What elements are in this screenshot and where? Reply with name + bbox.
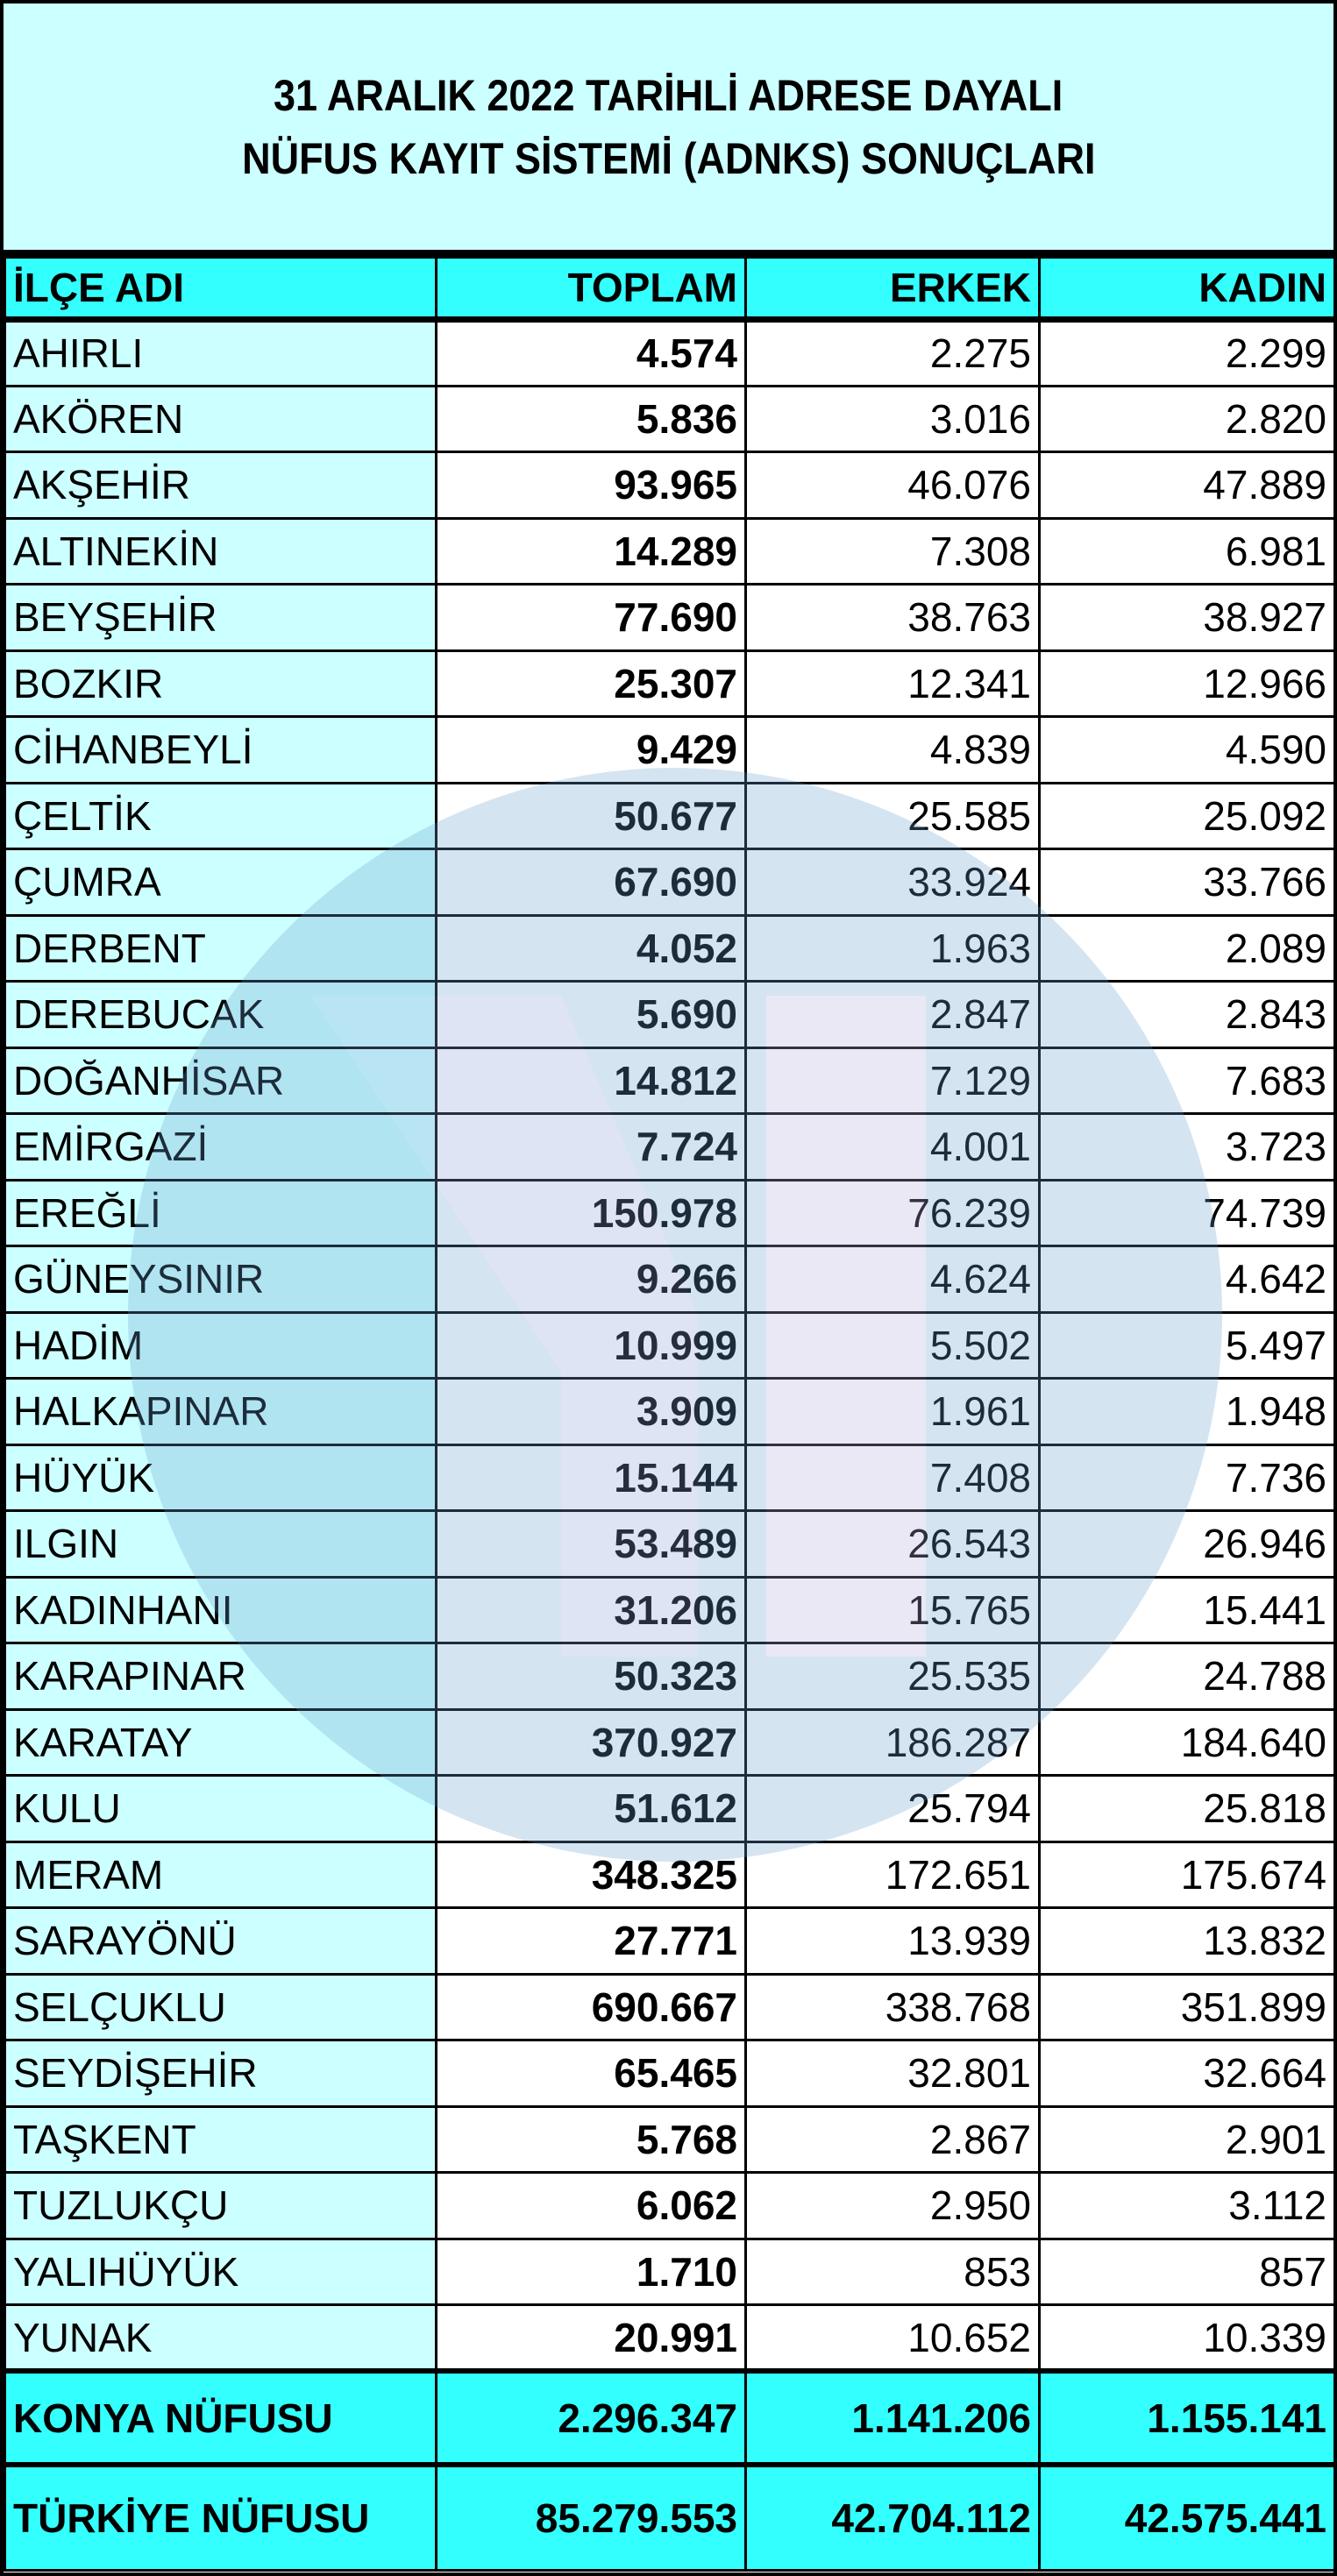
table-row bbox=[5, 2106, 1335, 2173]
female-value: 15.441 bbox=[1040, 1577, 1335, 1643]
table-row bbox=[5, 1379, 1335, 1445]
total-value: 9.266 bbox=[437, 1246, 746, 1313]
table-row bbox=[5, 1312, 1335, 1379]
district-name: EMİRGAZİ bbox=[5, 1114, 437, 1181]
female-value: 1.155.141 bbox=[1040, 2371, 1335, 2465]
male-value: 7.308 bbox=[746, 518, 1040, 585]
table-row bbox=[5, 650, 1335, 717]
table-row bbox=[5, 915, 1335, 982]
female-value: 74.739 bbox=[1040, 1180, 1335, 1246]
total-value: 65.465 bbox=[437, 2040, 746, 2107]
male-value: 25.585 bbox=[746, 783, 1040, 849]
header-female: KADIN bbox=[1040, 258, 1335, 320]
total-value: 690.667 bbox=[437, 1974, 746, 2040]
title-line-1: 31 ARALIK 2022 TARİHLİ ADRESE DAYALI bbox=[274, 70, 1063, 120]
table-row bbox=[5, 1444, 1335, 1511]
title-line-2: NÜFUS KAYIT SİSTEMİ (ADNKS) SONUÇLARI bbox=[241, 133, 1096, 183]
female-value: 4.642 bbox=[1040, 1246, 1335, 1313]
male-value: 12.341 bbox=[746, 650, 1040, 717]
total-value: 1.710 bbox=[437, 2239, 746, 2305]
konya-total-row bbox=[5, 2371, 1335, 2465]
header-row bbox=[5, 258, 1335, 320]
female-value: 12.966 bbox=[1040, 650, 1335, 717]
male-value: 76.239 bbox=[746, 1180, 1040, 1246]
total-value: 370.927 bbox=[437, 1709, 746, 1776]
district-name: TAŞKENT bbox=[5, 2106, 437, 2173]
district-name: AKŞEHİR bbox=[5, 452, 437, 519]
district-name: BOZKIR bbox=[5, 650, 437, 717]
total-value: 50.323 bbox=[437, 1643, 746, 1710]
male-value: 13.939 bbox=[746, 1908, 1040, 1975]
male-value: 4.839 bbox=[746, 717, 1040, 784]
total-value: 5.690 bbox=[437, 982, 746, 1048]
total-value: 5.768 bbox=[437, 2106, 746, 2173]
table-row bbox=[5, 1114, 1335, 1181]
female-value: 6.981 bbox=[1040, 518, 1335, 585]
total-value: 150.978 bbox=[437, 1180, 746, 1246]
table-row bbox=[5, 1709, 1335, 1776]
total-value: 25.307 bbox=[437, 650, 746, 717]
district-name: YUNAK bbox=[5, 2305, 437, 2372]
male-value: 1.141.206 bbox=[746, 2371, 1040, 2465]
female-value: 2.843 bbox=[1040, 982, 1335, 1048]
female-value: 2.299 bbox=[1040, 320, 1335, 387]
total-value: 15.144 bbox=[437, 1444, 746, 1511]
male-value: 1.961 bbox=[746, 1379, 1040, 1445]
district-name: TÜRKİYE NÜFUSU bbox=[5, 2465, 437, 2570]
male-value: 15.765 bbox=[746, 1577, 1040, 1643]
total-value: 93.965 bbox=[437, 452, 746, 519]
male-value: 172.651 bbox=[746, 1842, 1040, 1908]
female-value: 25.818 bbox=[1040, 1776, 1335, 1842]
female-value: 184.640 bbox=[1040, 1709, 1335, 1776]
female-value: 25.092 bbox=[1040, 783, 1335, 849]
table-row bbox=[5, 2173, 1335, 2239]
district-name: GÜNEYSINIR bbox=[5, 1246, 437, 1313]
table-row bbox=[5, 2040, 1335, 2107]
district-name: BEYŞEHİR bbox=[5, 585, 437, 651]
district-name: DERBENT bbox=[5, 915, 437, 982]
total-value: 7.724 bbox=[437, 1114, 746, 1181]
male-value: 25.535 bbox=[746, 1643, 1040, 1710]
total-value: 31.206 bbox=[437, 1577, 746, 1643]
district-name: ÇUMRA bbox=[5, 849, 437, 916]
male-value: 2.867 bbox=[746, 2106, 1040, 2173]
table-row bbox=[5, 1047, 1335, 1114]
turkiye-total-row bbox=[5, 2465, 1335, 2570]
male-value: 853 bbox=[746, 2239, 1040, 2305]
male-value: 1.963 bbox=[746, 915, 1040, 982]
table-row bbox=[5, 1908, 1335, 1975]
table-row bbox=[5, 982, 1335, 1048]
female-value: 5.497 bbox=[1040, 1312, 1335, 1379]
female-value: 7.736 bbox=[1040, 1444, 1335, 1511]
male-value: 38.763 bbox=[746, 585, 1040, 651]
total-value: 67.690 bbox=[437, 849, 746, 916]
total-value: 27.771 bbox=[437, 1908, 746, 1975]
total-value: 10.999 bbox=[437, 1312, 746, 1379]
district-name: AHIRLI bbox=[5, 320, 437, 387]
female-value: 175.674 bbox=[1040, 1842, 1335, 1908]
table-row bbox=[5, 2239, 1335, 2305]
total-value: 50.677 bbox=[437, 783, 746, 849]
female-value: 2.901 bbox=[1040, 2106, 1335, 2173]
female-value: 24.788 bbox=[1040, 1643, 1335, 1710]
male-value: 2.847 bbox=[746, 982, 1040, 1048]
table-row bbox=[5, 518, 1335, 585]
male-value: 46.076 bbox=[746, 452, 1040, 519]
total-value: 77.690 bbox=[437, 585, 746, 651]
female-value: 47.889 bbox=[1040, 452, 1335, 519]
table-row bbox=[5, 1511, 1335, 1578]
male-value: 186.287 bbox=[746, 1709, 1040, 1776]
male-value: 32.801 bbox=[746, 2040, 1040, 2107]
table-row bbox=[5, 1974, 1335, 2040]
male-value: 26.543 bbox=[746, 1511, 1040, 1578]
female-value: 26.946 bbox=[1040, 1511, 1335, 1578]
female-value: 1.948 bbox=[1040, 1379, 1335, 1445]
male-value: 3.016 bbox=[746, 386, 1040, 452]
female-value: 38.927 bbox=[1040, 585, 1335, 651]
male-value: 4.624 bbox=[746, 1246, 1040, 1313]
district-name: EREĞLİ bbox=[5, 1180, 437, 1246]
total-value: 6.062 bbox=[437, 2173, 746, 2239]
table-row bbox=[5, 783, 1335, 849]
page-title bbox=[4, 4, 1333, 256]
total-value: 2.296.347 bbox=[437, 2371, 746, 2465]
district-name: ÇELTİK bbox=[5, 783, 437, 849]
table-row bbox=[5, 320, 1335, 387]
header-total: TOPLAM bbox=[437, 258, 746, 320]
district-name: SARAYÖNÜ bbox=[5, 1908, 437, 1975]
male-value: 25.794 bbox=[746, 1776, 1040, 1842]
female-value: 351.899 bbox=[1040, 1974, 1335, 2040]
total-value: 53.489 bbox=[437, 1511, 746, 1578]
female-value: 13.832 bbox=[1040, 1908, 1335, 1975]
male-value: 4.001 bbox=[746, 1114, 1040, 1181]
district-name: HADİM bbox=[5, 1312, 437, 1379]
district-name: MERAM bbox=[5, 1842, 437, 1908]
female-value: 857 bbox=[1040, 2239, 1335, 2305]
table-row bbox=[5, 1842, 1335, 1908]
female-value: 32.664 bbox=[1040, 2040, 1335, 2107]
female-value: 33.766 bbox=[1040, 849, 1335, 916]
table-row bbox=[5, 452, 1335, 519]
district-name: DOĞANHİSAR bbox=[5, 1047, 437, 1114]
male-value: 2.275 bbox=[746, 320, 1040, 387]
district-name: KADINHANI bbox=[5, 1577, 437, 1643]
district-name: SEYDİŞEHİR bbox=[5, 2040, 437, 2107]
district-name: TUZLUKÇU bbox=[5, 2173, 437, 2239]
district-name: KULU bbox=[5, 1776, 437, 1842]
total-value: 14.289 bbox=[437, 518, 746, 585]
header-district: İLÇE ADI bbox=[5, 258, 437, 320]
district-name: SELÇUKLU bbox=[5, 1974, 437, 2040]
district-name: ALTINEKİN bbox=[5, 518, 437, 585]
female-value: 3.723 bbox=[1040, 1114, 1335, 1181]
table-row bbox=[5, 386, 1335, 452]
male-value: 7.129 bbox=[746, 1047, 1040, 1114]
total-value: 4.574 bbox=[437, 320, 746, 387]
total-value: 20.991 bbox=[437, 2305, 746, 2372]
female-value: 3.112 bbox=[1040, 2173, 1335, 2239]
male-value: 10.652 bbox=[746, 2305, 1040, 2372]
table-row bbox=[5, 1180, 1335, 1246]
total-value: 5.836 bbox=[437, 386, 746, 452]
district-name: DEREBUCAK bbox=[5, 982, 437, 1048]
male-value: 338.768 bbox=[746, 1974, 1040, 2040]
total-value: 348.325 bbox=[437, 1842, 746, 1908]
total-value: 85.279.553 bbox=[437, 2465, 746, 2570]
district-name: YALIHÜYÜK bbox=[5, 2239, 437, 2305]
male-value: 5.502 bbox=[746, 1312, 1040, 1379]
table-row bbox=[5, 1643, 1335, 1710]
district-name: KARATAY bbox=[5, 1709, 437, 1776]
female-value: 2.820 bbox=[1040, 386, 1335, 452]
male-value: 42.704.112 bbox=[746, 2465, 1040, 2570]
total-value: 51.612 bbox=[437, 1776, 746, 1842]
table-row bbox=[5, 1776, 1335, 1842]
district-name: ILGIN bbox=[5, 1511, 437, 1578]
district-name: CİHANBEYLİ bbox=[5, 717, 437, 784]
female-value: 7.683 bbox=[1040, 1047, 1335, 1114]
district-name: HÜYÜK bbox=[5, 1444, 437, 1511]
district-name: HALKAPINAR bbox=[5, 1379, 437, 1445]
total-value: 4.052 bbox=[437, 915, 746, 982]
total-value: 9.429 bbox=[437, 717, 746, 784]
header-male: ERKEK bbox=[746, 258, 1040, 320]
district-name: KONYA NÜFUSU bbox=[5, 2371, 437, 2465]
male-value: 2.950 bbox=[746, 2173, 1040, 2239]
table-row bbox=[5, 1577, 1335, 1643]
female-value: 42.575.441 bbox=[1040, 2465, 1335, 2570]
district-name: AKÖREN bbox=[5, 386, 437, 452]
male-value: 7.408 bbox=[746, 1444, 1040, 1511]
table-row bbox=[5, 1246, 1335, 1313]
table-row bbox=[5, 2305, 1335, 2372]
total-value: 3.909 bbox=[437, 1379, 746, 1445]
population-table bbox=[4, 256, 1336, 2572]
male-value: 33.924 bbox=[746, 849, 1040, 916]
female-value: 10.339 bbox=[1040, 2305, 1335, 2372]
female-value: 4.590 bbox=[1040, 717, 1335, 784]
table-row bbox=[5, 849, 1335, 916]
table-row bbox=[5, 717, 1335, 784]
total-value: 14.812 bbox=[437, 1047, 746, 1114]
table-row bbox=[5, 585, 1335, 651]
district-name: KARAPINAR bbox=[5, 1643, 437, 1710]
female-value: 2.089 bbox=[1040, 915, 1335, 982]
